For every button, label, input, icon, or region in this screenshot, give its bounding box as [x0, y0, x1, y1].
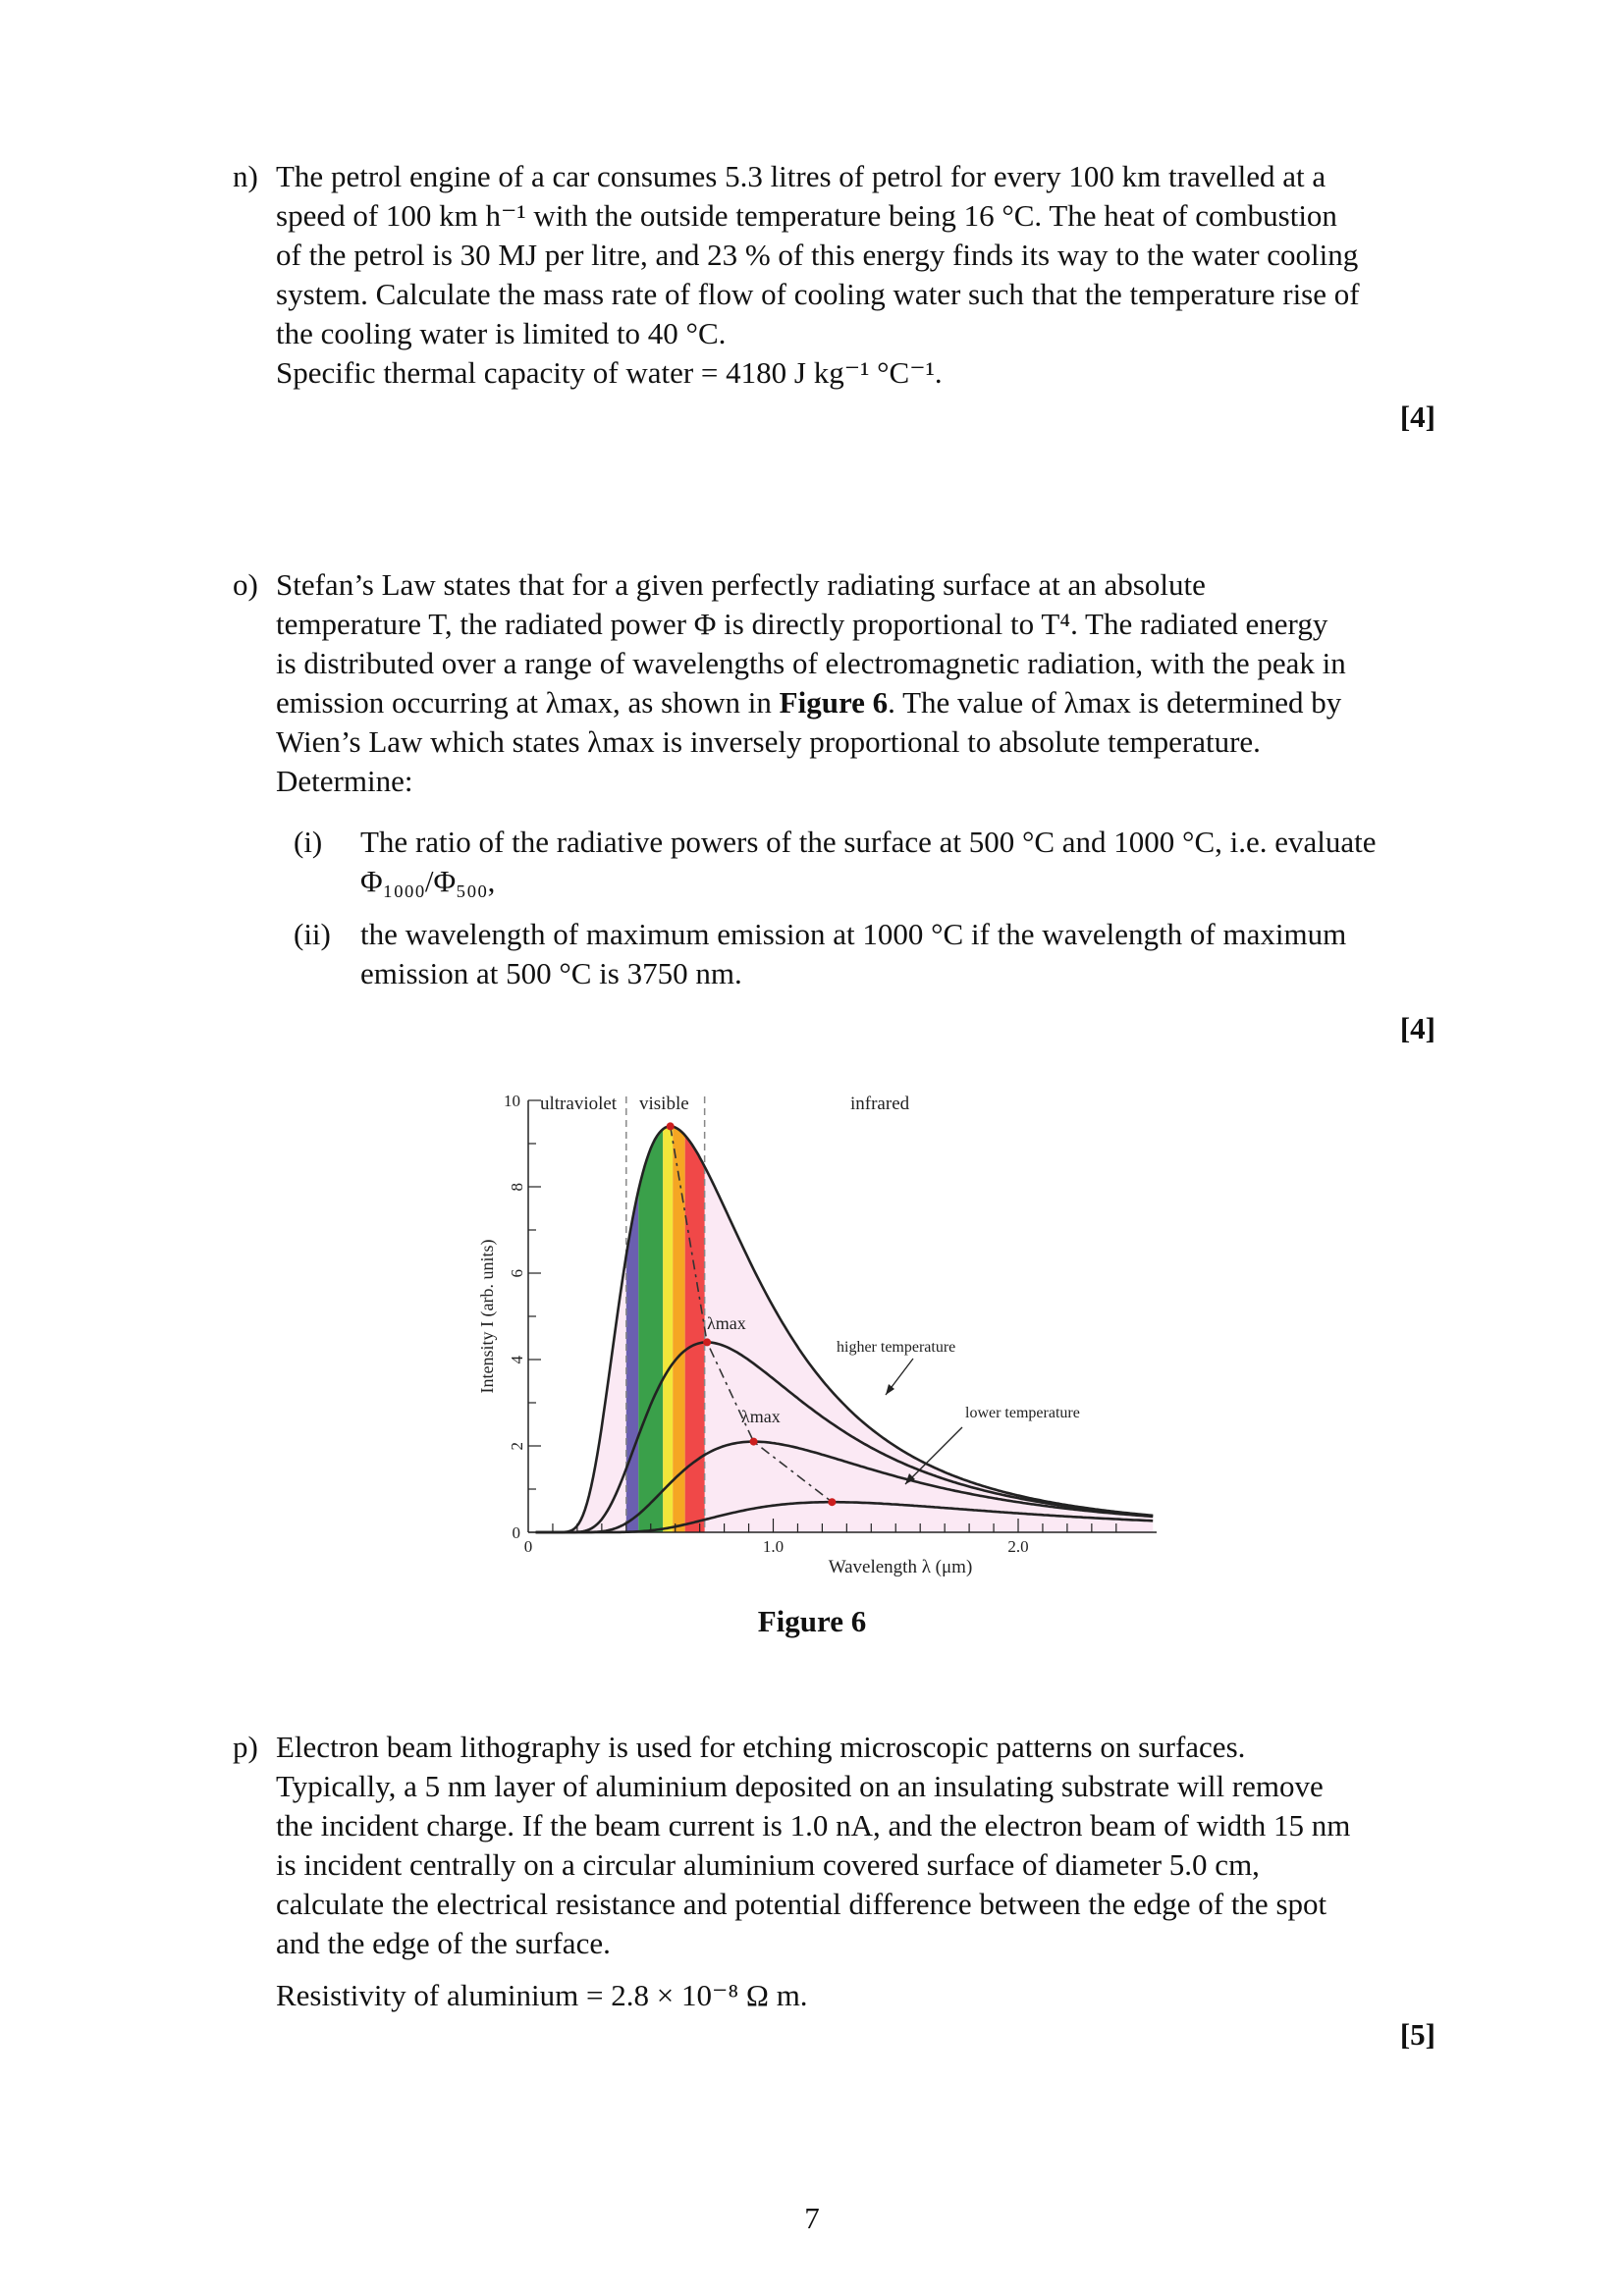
question-o-line — [276, 683, 1435, 722]
x-tick-label: 1.0 — [762, 1537, 785, 1556]
peak-marker-4 — [828, 1498, 836, 1506]
subquestion-ii — [294, 915, 1435, 993]
x-axis-label: Wavelength λ (μm) — [828, 1557, 973, 1577]
question-o-line4a: emission occurring at λmax, as shown in — [276, 685, 780, 720]
question-o-label: o) — [233, 567, 258, 602]
figure-6-chart — [0, 1060, 1624, 1610]
question-p-line: and the edge of the surface. — [276, 1926, 611, 1960]
subquestion-i — [294, 823, 1435, 901]
y-tick-label: 6 — [508, 1269, 526, 1278]
question-n-label: n) — [233, 159, 258, 193]
red-band — [685, 1136, 705, 1532]
figure-reference: Figure 6 — [779, 685, 889, 720]
y-tick-label: 0 — [512, 1523, 520, 1542]
question-o-line: Wien’s Law which states λmax is inversely proportional to absolute temperature. — [276, 724, 1261, 759]
y-axis-label: Intensity I (arb. units) — [477, 1239, 497, 1394]
subquestion-ii-number: (ii) — [294, 917, 331, 951]
question-p-label: p) — [233, 1730, 258, 1764]
question-p-line: Resistivity of aluminium = 2.8 × 10⁻⁸ Ω m. — [276, 1978, 808, 2012]
subquestion-ii-line: emission at 500 °C is 3750 nm. — [360, 956, 742, 990]
question-o-marks: [4] — [1399, 1011, 1435, 1045]
question-o-line: is distributed over a range of wavelengths of electromagnetic radiation, with the peak in — [276, 646, 1346, 680]
higher-temperature-label: higher temperature — [837, 1339, 956, 1356]
question-o-line4c: . The value of λmax is determined by — [888, 685, 1342, 720]
question-p-line: Electron beam lithography is used for etching microscopic patterns on surfaces. — [276, 1730, 1246, 1764]
question-o — [233, 565, 1435, 993]
subquestion-i-line: Φ₁₀₀₀/Φ₅₀₀, — [360, 864, 496, 898]
lambda-max-label: λmax — [707, 1313, 746, 1333]
lower-temperature-label: lower temperature — [965, 1405, 1080, 1421]
question-p-line: the incident charge. If the beam current is 1.0 nA, and the electron beam of width 15 nm — [276, 1808, 1351, 1842]
peak-marker-3 — [750, 1438, 758, 1446]
ultraviolet-label: ultraviolet — [540, 1094, 618, 1114]
question-p-marks: [5] — [1399, 2017, 1435, 2052]
question-n-line: Specific thermal capacity of water = 4180 J kg⁻¹ °C⁻¹. — [276, 355, 943, 390]
peak-marker-1 — [667, 1122, 675, 1130]
y-tick-label: 10 — [504, 1092, 520, 1110]
question-p — [233, 1728, 1435, 2015]
lambda-max-label: λmax — [741, 1407, 781, 1426]
subquestion-ii-line: the wavelength of maximum emission at 1000 °C if the wavelength of maximum — [360, 917, 1347, 951]
y-tick-label: 8 — [508, 1183, 526, 1192]
question-n-line: speed of 100 km h⁻¹ with the outside temperature being 16 °C. The heat of combustion — [276, 198, 1337, 233]
question-n-line: system. Calculate the mass rate of flow of cooling water such that the temperature rise of — [276, 277, 1360, 311]
yellow-band — [663, 1126, 673, 1532]
question-n — [233, 157, 1435, 393]
question-p-line: Typically, a 5 nm layer of aluminium deposited on an insulating substrate will remove — [276, 1769, 1324, 1803]
page-number: 7 — [804, 2201, 820, 2235]
y-tick-label: 4 — [508, 1356, 526, 1364]
question-n-marks: [4] — [1399, 400, 1435, 434]
question-n-line: The petrol engine of a car consumes 5.3 litres of petrol for every 100 km travelled at a — [276, 159, 1326, 193]
question-n-line: of the petrol is 30 MJ per litre, and 23 % of this energy finds its way to the water cooling — [276, 238, 1359, 272]
x-tick-label: 2.0 — [1007, 1537, 1029, 1556]
infrared-label: infrared — [850, 1094, 910, 1114]
question-o-line: Determine: — [276, 764, 413, 798]
question-p-line: is incident centrally on a circular aluminium covered surface of diameter 5.0 cm, — [276, 1847, 1260, 1882]
question-n-line: the cooling water is limited to 40 °C. — [276, 316, 727, 350]
x-tick-label: 0 — [523, 1537, 533, 1556]
y-tick-label: 2 — [508, 1442, 526, 1451]
subquestion-i-line: The ratio of the radiative powers of the surface at 500 °C and 1000 °C, i.e. evaluate — [360, 825, 1377, 859]
peak-marker-2 — [703, 1338, 711, 1346]
question-o-line: Stefan’s Law states that for a given perfectly radiating surface at an absolute — [276, 567, 1206, 602]
subquestion-i-number: (i) — [294, 825, 323, 859]
visible-label: visible — [639, 1094, 689, 1114]
green-band — [638, 1129, 663, 1532]
question-o-line: temperature T, the radiated power Φ is directly proportional to T⁴. The radiated energy — [276, 607, 1328, 641]
figure-caption: Figure 6 — [757, 1604, 867, 1638]
question-p-line: calculate the electrical resistance and potential difference between the edge of the spot — [276, 1887, 1327, 1921]
